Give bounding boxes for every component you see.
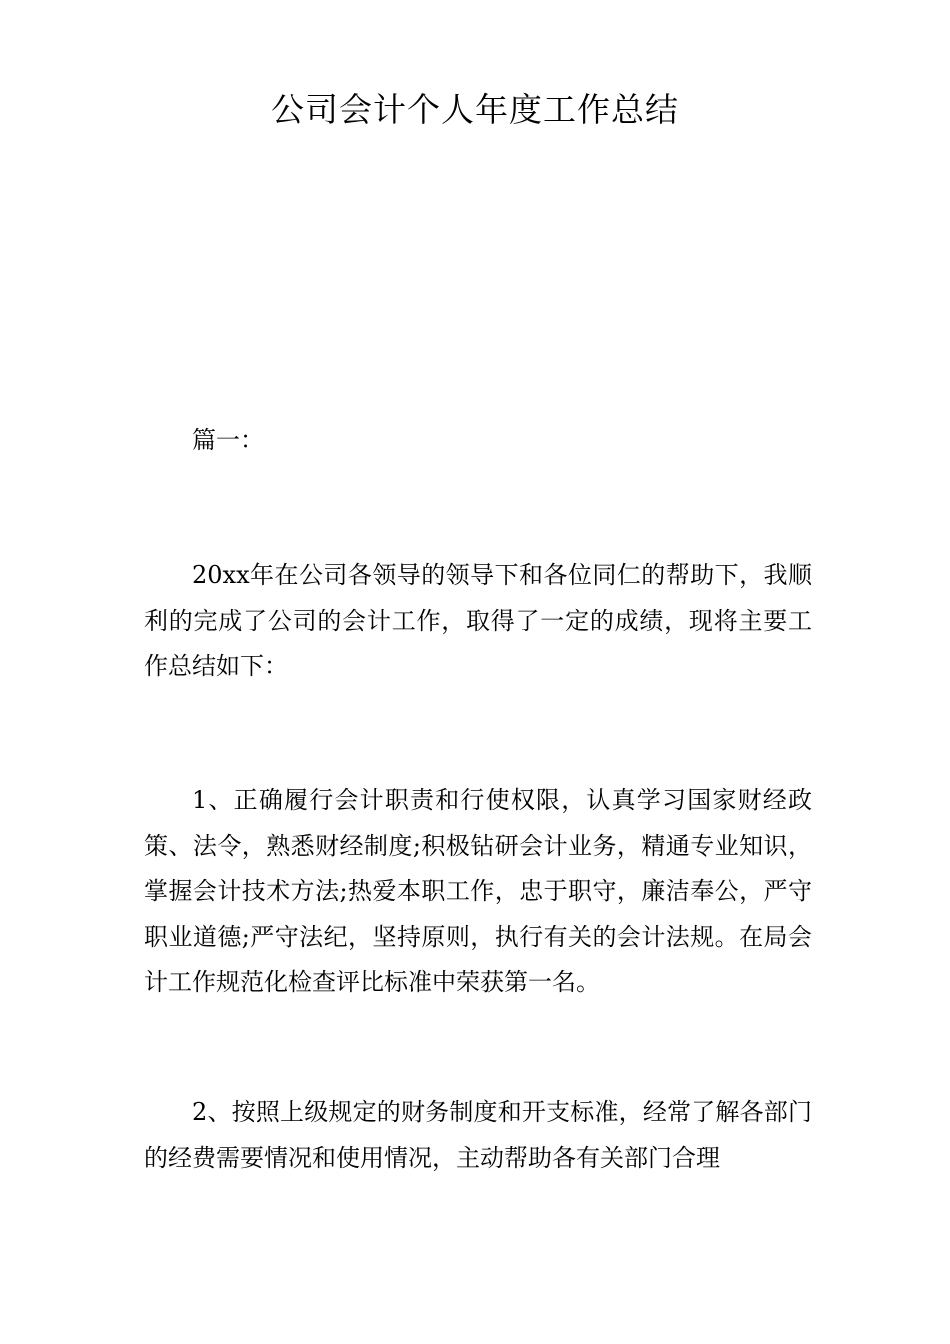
intro-paragraph: 20xx年在公司各领导的领导下和各位同仁的帮助下，我顺利的完成了公司的会计工作，取得了一定的成绩，现将主要工作总结如下： bbox=[144, 561, 812, 680]
item-1-paragraph: 1、正确履行会计职责和行使权限，认真学习国家财经政策、法令，熟悉财经制度;积极钻研会计业务，精通专业知识，掌握会计技术方法;热爱本职工作，忠于职守，廉洁奉公，严守职业道德;严守法纪，坚持原则，执行有关的会计法规。在局会计工作规范化检查评比标准中荣获第一名。 bbox=[144, 786, 812, 996]
section-heading: 篇一： bbox=[192, 426, 264, 454]
document-title: 公司会计个人年度工作总结 bbox=[271, 90, 679, 129]
item-2-paragraph: 2、按照上级规定的财务制度和开支标准，经常了解各部门的经费需要情况和使用情况，主动帮助各有关部门合理 bbox=[144, 1098, 812, 1172]
